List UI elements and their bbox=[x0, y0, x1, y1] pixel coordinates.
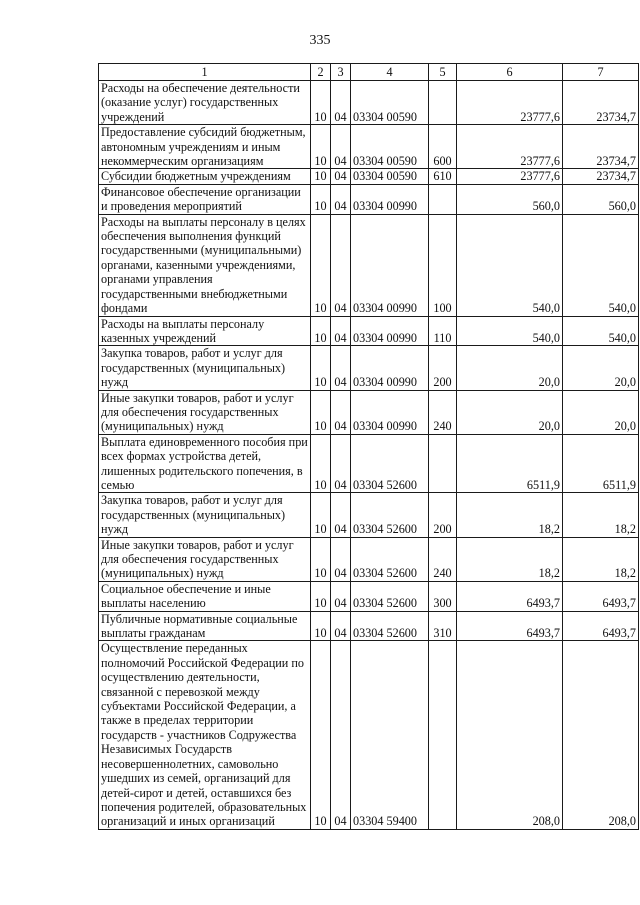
header-cell: 5 bbox=[429, 64, 457, 81]
amount-cell-6: 6493,7 bbox=[457, 611, 563, 641]
target-article-cell: 03304 52600 bbox=[351, 493, 429, 537]
expense-type-cell: 240 bbox=[429, 537, 457, 581]
subsection-code-cell: 04 bbox=[331, 611, 351, 641]
amount-cell-7: 6511,9 bbox=[563, 434, 639, 493]
amount-cell-6: 540,0 bbox=[457, 214, 563, 316]
section-code-cell: 10 bbox=[311, 434, 331, 493]
section-code-cell: 10 bbox=[311, 316, 331, 346]
section-code-cell: 10 bbox=[311, 390, 331, 434]
expense-type-cell: 100 bbox=[429, 214, 457, 316]
expense-type-cell bbox=[429, 641, 457, 829]
section-code-cell: 10 bbox=[311, 581, 331, 611]
expense-type-cell: 110 bbox=[429, 316, 457, 346]
row-name-cell: Расходы на выплаты персоналу в целях обеспечения выполнения функций государственными (муниципальными) органами, казенными учреждениями, органами управления государственными внебюджетными фондами bbox=[99, 214, 311, 316]
amount-cell-7: 23734,7 bbox=[563, 169, 639, 184]
section-code-cell: 10 bbox=[311, 184, 331, 214]
table-row bbox=[99, 581, 639, 611]
target-article-cell: 03304 00590 bbox=[351, 169, 429, 184]
row-name-cell: Предоставление субсидий бюджетным, автономным учреждениям и иным некоммерческим организациям bbox=[99, 125, 311, 169]
target-article-cell: 03304 00990 bbox=[351, 346, 429, 390]
row-name-cell: Выплата единовременного пособия при всех формах устройства детей, лишенных родительского попечения, в семью bbox=[99, 434, 311, 493]
row-name-cell: Иные закупки товаров, работ и услуг для обеспечения государственных (муниципальных) нужд bbox=[99, 537, 311, 581]
budget-table bbox=[98, 63, 639, 830]
table-row bbox=[99, 493, 639, 537]
target-article-cell: 03304 00590 bbox=[351, 125, 429, 169]
row-name-cell: Закупка товаров, работ и услуг для государственных (муниципальных) нужд bbox=[99, 346, 311, 390]
subsection-code-cell: 04 bbox=[331, 537, 351, 581]
amount-cell-6: 20,0 bbox=[457, 346, 563, 390]
subsection-code-cell: 04 bbox=[331, 641, 351, 829]
table-row bbox=[99, 390, 639, 434]
expense-type-cell bbox=[429, 184, 457, 214]
section-code-cell: 10 bbox=[311, 169, 331, 184]
table-header-row bbox=[99, 64, 639, 81]
expense-type-cell: 310 bbox=[429, 611, 457, 641]
table-row bbox=[99, 184, 639, 214]
table-row bbox=[99, 81, 639, 125]
section-code-cell: 10 bbox=[311, 537, 331, 581]
row-name-cell: Публичные нормативные социальные выплаты гражданам bbox=[99, 611, 311, 641]
table-row bbox=[99, 125, 639, 169]
amount-cell-7: 540,0 bbox=[563, 316, 639, 346]
target-article-cell: 03304 52600 bbox=[351, 537, 429, 581]
expense-type-cell: 200 bbox=[429, 346, 457, 390]
table-row bbox=[99, 169, 639, 184]
table-row bbox=[99, 316, 639, 346]
header-cell: 7 bbox=[563, 64, 639, 81]
subsection-code-cell: 04 bbox=[331, 81, 351, 125]
subsection-code-cell: 04 bbox=[331, 184, 351, 214]
amount-cell-7: 208,0 bbox=[563, 641, 639, 829]
subsection-code-cell: 04 bbox=[331, 581, 351, 611]
page-number: 335 bbox=[309, 33, 331, 48]
amount-cell-6: 540,0 bbox=[457, 316, 563, 346]
amount-cell-7: 23734,7 bbox=[563, 81, 639, 125]
header-cell: 2 bbox=[311, 64, 331, 81]
table-row bbox=[99, 434, 639, 493]
expense-type-cell: 200 bbox=[429, 493, 457, 537]
target-article-cell: 03304 52600 bbox=[351, 611, 429, 641]
section-code-cell: 10 bbox=[311, 611, 331, 641]
row-name-cell: Расходы на выплаты персоналу казенных учреждений bbox=[99, 316, 311, 346]
subsection-code-cell: 04 bbox=[331, 434, 351, 493]
expense-type-cell: 610 bbox=[429, 169, 457, 184]
table-row bbox=[99, 537, 639, 581]
subsection-code-cell: 04 bbox=[331, 214, 351, 316]
amount-cell-6: 6493,7 bbox=[457, 581, 563, 611]
subsection-code-cell: 04 bbox=[331, 169, 351, 184]
section-code-cell: 10 bbox=[311, 641, 331, 829]
section-code-cell: 10 bbox=[311, 214, 331, 316]
header-cell: 1 bbox=[99, 64, 311, 81]
header-cell: 4 bbox=[351, 64, 429, 81]
row-name-cell: Иные закупки товаров, работ и услуг для обеспечения государственных (муниципальных) нужд bbox=[99, 390, 311, 434]
target-article-cell: 03304 00590 bbox=[351, 81, 429, 125]
amount-cell-7: 23734,7 bbox=[563, 125, 639, 169]
target-article-cell: 03304 00990 bbox=[351, 184, 429, 214]
target-article-cell: 03304 00990 bbox=[351, 316, 429, 346]
amount-cell-6: 23777,6 bbox=[457, 125, 563, 169]
amount-cell-6: 23777,6 bbox=[457, 81, 563, 125]
target-article-cell: 03304 00990 bbox=[351, 214, 429, 316]
section-code-cell: 10 bbox=[311, 493, 331, 537]
expense-type-cell: 300 bbox=[429, 581, 457, 611]
expense-type-cell: 240 bbox=[429, 390, 457, 434]
table-row bbox=[99, 641, 639, 829]
section-code-cell: 10 bbox=[311, 81, 331, 125]
amount-cell-6: 18,2 bbox=[457, 493, 563, 537]
subsection-code-cell: 04 bbox=[331, 390, 351, 434]
table-row bbox=[99, 214, 639, 316]
amount-cell-6: 6511,9 bbox=[457, 434, 563, 493]
amount-cell-7: 540,0 bbox=[563, 214, 639, 316]
target-article-cell: 03304 52600 bbox=[351, 581, 429, 611]
amount-cell-6: 23777,6 bbox=[457, 169, 563, 184]
row-name-cell: Финансовое обеспечение организации и проведения мероприятий bbox=[99, 184, 311, 214]
row-name-cell: Расходы на обеспечение деятельности (оказание услуг) государственных учреждений bbox=[99, 81, 311, 125]
target-article-cell: 03304 00990 bbox=[351, 390, 429, 434]
amount-cell-7: 18,2 bbox=[563, 493, 639, 537]
target-article-cell: 03304 52600 bbox=[351, 434, 429, 493]
expense-type-cell bbox=[429, 81, 457, 125]
subsection-code-cell: 04 bbox=[331, 316, 351, 346]
section-code-cell: 10 bbox=[311, 125, 331, 169]
amount-cell-7: 20,0 bbox=[563, 390, 639, 434]
amount-cell-6: 20,0 bbox=[457, 390, 563, 434]
row-name-cell: Закупка товаров, работ и услуг для государственных (муниципальных) нужд bbox=[99, 493, 311, 537]
table-row bbox=[99, 611, 639, 641]
amount-cell-7: 6493,7 bbox=[563, 581, 639, 611]
header-cell: 6 bbox=[457, 64, 563, 81]
amount-cell-6: 208,0 bbox=[457, 641, 563, 829]
table-row bbox=[99, 346, 639, 390]
header-cell: 3 bbox=[331, 64, 351, 81]
amount-cell-7: 20,0 bbox=[563, 346, 639, 390]
subsection-code-cell: 04 bbox=[331, 125, 351, 169]
amount-cell-7: 18,2 bbox=[563, 537, 639, 581]
amount-cell-7: 560,0 bbox=[563, 184, 639, 214]
row-name-cell: Социальное обеспечение и иные выплаты населению bbox=[99, 581, 311, 611]
amount-cell-7: 6493,7 bbox=[563, 611, 639, 641]
expense-type-cell: 600 bbox=[429, 125, 457, 169]
row-name-cell: Субсидии бюджетным учреждениям bbox=[99, 169, 311, 184]
amount-cell-6: 18,2 bbox=[457, 537, 563, 581]
row-name-cell: Осуществление переданных полномочий Российской Федерации по осуществлению деятельности, связанной с перевозкой между субъектами Российской Федерации, а также в пределах территории государств - участников Содружества Независимых Государств несовершеннолетних, самовольно ушедших из семей, организаций для детей-сирот и детей, оставшихся без попечения родителей, образовательных организаций и иных организаций bbox=[99, 641, 311, 829]
section-code-cell: 10 bbox=[311, 346, 331, 390]
amount-cell-6: 560,0 bbox=[457, 184, 563, 214]
target-article-cell: 03304 59400 bbox=[351, 641, 429, 829]
expense-type-cell bbox=[429, 434, 457, 493]
subsection-code-cell: 04 bbox=[331, 346, 351, 390]
subsection-code-cell: 04 bbox=[331, 493, 351, 537]
